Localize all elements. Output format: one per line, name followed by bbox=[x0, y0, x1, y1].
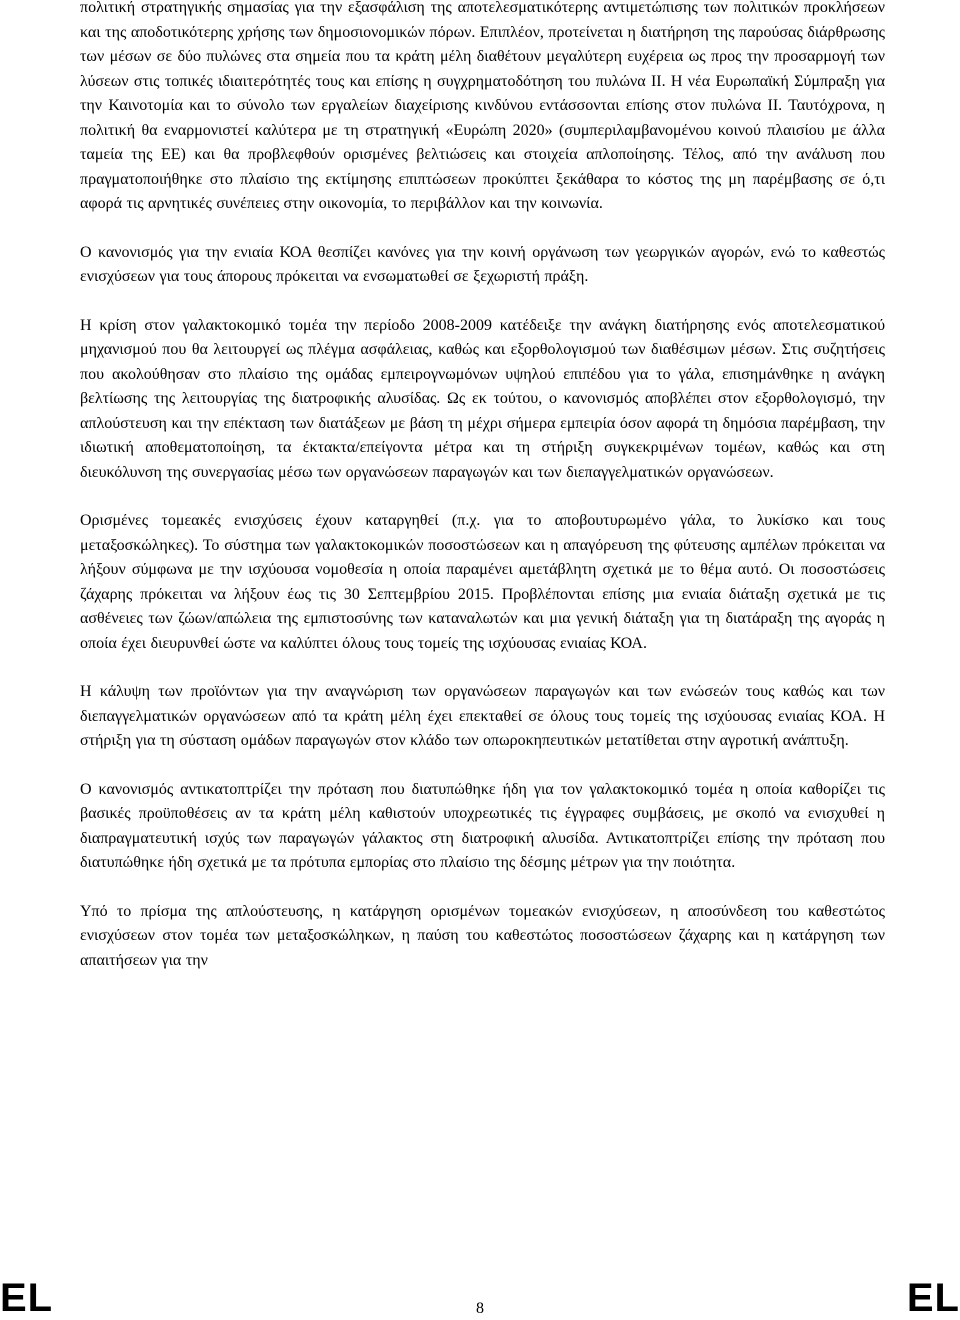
paragraph-dairy-contracts: Ο κανονισμός αντικατοπτρίζει την πρόταση που διατυπώθηκε ήδη για τον γαλακτοκομικό τομέα η οποία καθορίζει τις βασικές προϋποθέσεις αν τα κράτη μέλη καθιστούν υποχρεωτικές τις έγγραφες συμβάσεις, με σκοπό να ενισχυθεί η διαπραγματευτική ισχύς των παραγωγών γάλακτος στη διατροφική αλυσίδα. Αντικατοπτρίζει επίσης την πρόταση που διατυπώθηκε ήδη σχετικά με τα πρότυπα εμπορίας στο πλαίσιο της δέσμης μέτρων για την ποιότητα. bbox=[80, 780, 885, 871]
paragraph-dairy-crisis: Η κρίση στον γαλακτοκομικό τομέα την περίοδο 2008-2009 κατέδειξε την ανάγκη διατήρησης ενός αποτελεσματικού μηχανισμού που θα λειτουργεί ως πλέγμα ασφάλειας, καθώς και εξορθολογισμού των διαθέσιμων μέσων. Στις συζητήσεις που ακολούθησαν στο πλαίσιο της ομάδας εμπειρογνωμόνων υψηλού επιπέδου για το γάλα, επισημάνθηκε η ανάγκη βελτίωσης της λειτουργίας της διατροφικής αλυσίδας. Ως εκ τούτου, ο κανονισμός αποβλέπει στον εξορθολογισμό, την απλούστευση και την επέκταση των διατάξεων με βάση τη μέχρι σήμερα εμπειρία όσον αφορά τη δημόσια παρέμβαση, την ιδιωτική αποθεματοποίηση, τα έκτακτα/επείγοντα μέτρα και τη στήριξη συγκεκριμένων τομέων, καθώς και στη διευκόλυνση της συνεργασίας μέσω των οργανώσεων παραγωγών και των διεπαγγελματικών οργανώσεων. bbox=[80, 316, 885, 481]
page-number: 8 bbox=[476, 1300, 484, 1317]
language-code-right: EL bbox=[906, 1276, 960, 1320]
paragraph-cmo-regulation: Ο κανονισμός για την ενιαία ΚΟΑ θεσπίζει κανόνες για την κοινή οργάνωση των γεωργικών αγορών, ενώ το καθεστώς ενισχύσεων για τους άπορους πρόκειται να ενσωματωθεί σε ξεχωριστή πράξη. bbox=[80, 243, 885, 285]
paragraph-continuation: πολιτική στρατηγικής σημασίας για την εξασφάλιση της αποτελεσματικότερης αντιμετώπισης των πολιτικών προκλήσεων και της αποδοτικότερης χρήσης των δημοσιονομικών πόρων. Επιπλέον, προτείνεται η διατήρηση της παρούσας διάρθρωσης των μέσων σε δύο πυλώνες στα σημεία που τα κράτη μέλη διαθέτουν μεγαλύτερη ευχέρεια ως προς την προσαρμογή των λύσεων στις τοπικές ιδιαιτερότητές τους και επίσης η συγχρηματοδότηση του πυλώνα ΙΙ. Η νέα Ευρωπαϊκή Σύμπραξη για την Καινοτομία και το σύνολο των εργαλείων διαχείρισης κινδύνου εντάσσονται επίσης στον πυλώνα ΙΙ. Ταυτόχρονα, η πολιτική θα εναρμονιστεί καλύτερα με τη στρατηγική «Ευρώπη 2020» (συμπεριλαμβανομένου κοινού πλαισίου με άλλα ταμεία της ΕΕ) και θα προβλεφθούν ορισμένες βελτιώσεις και στοιχεία απλοποίησης. Τέλος, από την ανάλυση που πραγματοποιήθηκε στο πλαίσιο της εκτίμησης επιπτώσεων προκύπτει ξεκάθαρα το κόστος της μη παρέμβασης σε ό,τι αφορά τις αρνητικές συνέπειες στην οικονομία, το περιβάλλον και την κοινωνία. bbox=[80, 0, 885, 212]
language-code-left: EL bbox=[0, 1276, 54, 1320]
paragraph-sectoral-aids: Ορισμένες τομεακές ενισχύσεις έχουν καταργηθεί (π.χ. για το αποβουτυρωμένο γάλα, το λυκίσκο και τους μεταξοσκώληκες). Το σύστημα των γαλακτοκομικών ποσοστώσεων και η απαγόρευση της φύτευσης αμπέλων πρόκειται να λήξουν σύμφωνα με την ισχύουσα νομοθεσία η οποία παραμένει αμετάβλητη σχετικά με το θέμα αυτό. Οι ποσοστώσεις ζάχαρης πρόκειται να λήξουν έως τις 30 Σεπτεμβρίου 2015. Προβλέπονται επίσης μια ενιαία διάταξη σχετικά με τις ασθένειες των ζώων/απώλεια της εμπιστοσύνης των καταναλωτών και μια γενική διάταξη για τη διατάραξη της αγοράς η οποία έχει διευρυνθεί ώστε να καλύπτει όλους τους τομείς της ισχύουσας ενιαίας ΚΟΑ. bbox=[80, 512, 885, 652]
paragraph-producer-organisations: Η κάλυψη των προϊόντων για την αναγνώριση των οργανώσεων παραγωγών και των ενώσεών τους καθώς και των διεπαγγελματικών οργανώσεων από τα κράτη μέλη έχει επεκταθεί σε όλους τους τομείς της ισχύουσας ενιαίας ΚΟΑ. Η στήριξη για τη σύσταση ομάδων παραγωγών στον κλάδο των οπωροκηπευτικών μετατίθεται στην αγροτική ανάπτυξη. bbox=[80, 683, 885, 749]
page-footer bbox=[0, 1270, 960, 1320]
paragraph-simplification: Υπό το πρίσμα της απλούστευσης, η κατάργηση ορισμένων τομεακών ενισχύσεων, η αποσύνδεση του καθεστώτος ενισχύσεων στον τομέα των μεταξοσκώληκων, η παύση του καθεστώτος ποσοστώσεων ζάχαρης και η κατάργηση των απαιτήσεων για την bbox=[80, 902, 885, 969]
document-body bbox=[80, 0, 885, 997]
